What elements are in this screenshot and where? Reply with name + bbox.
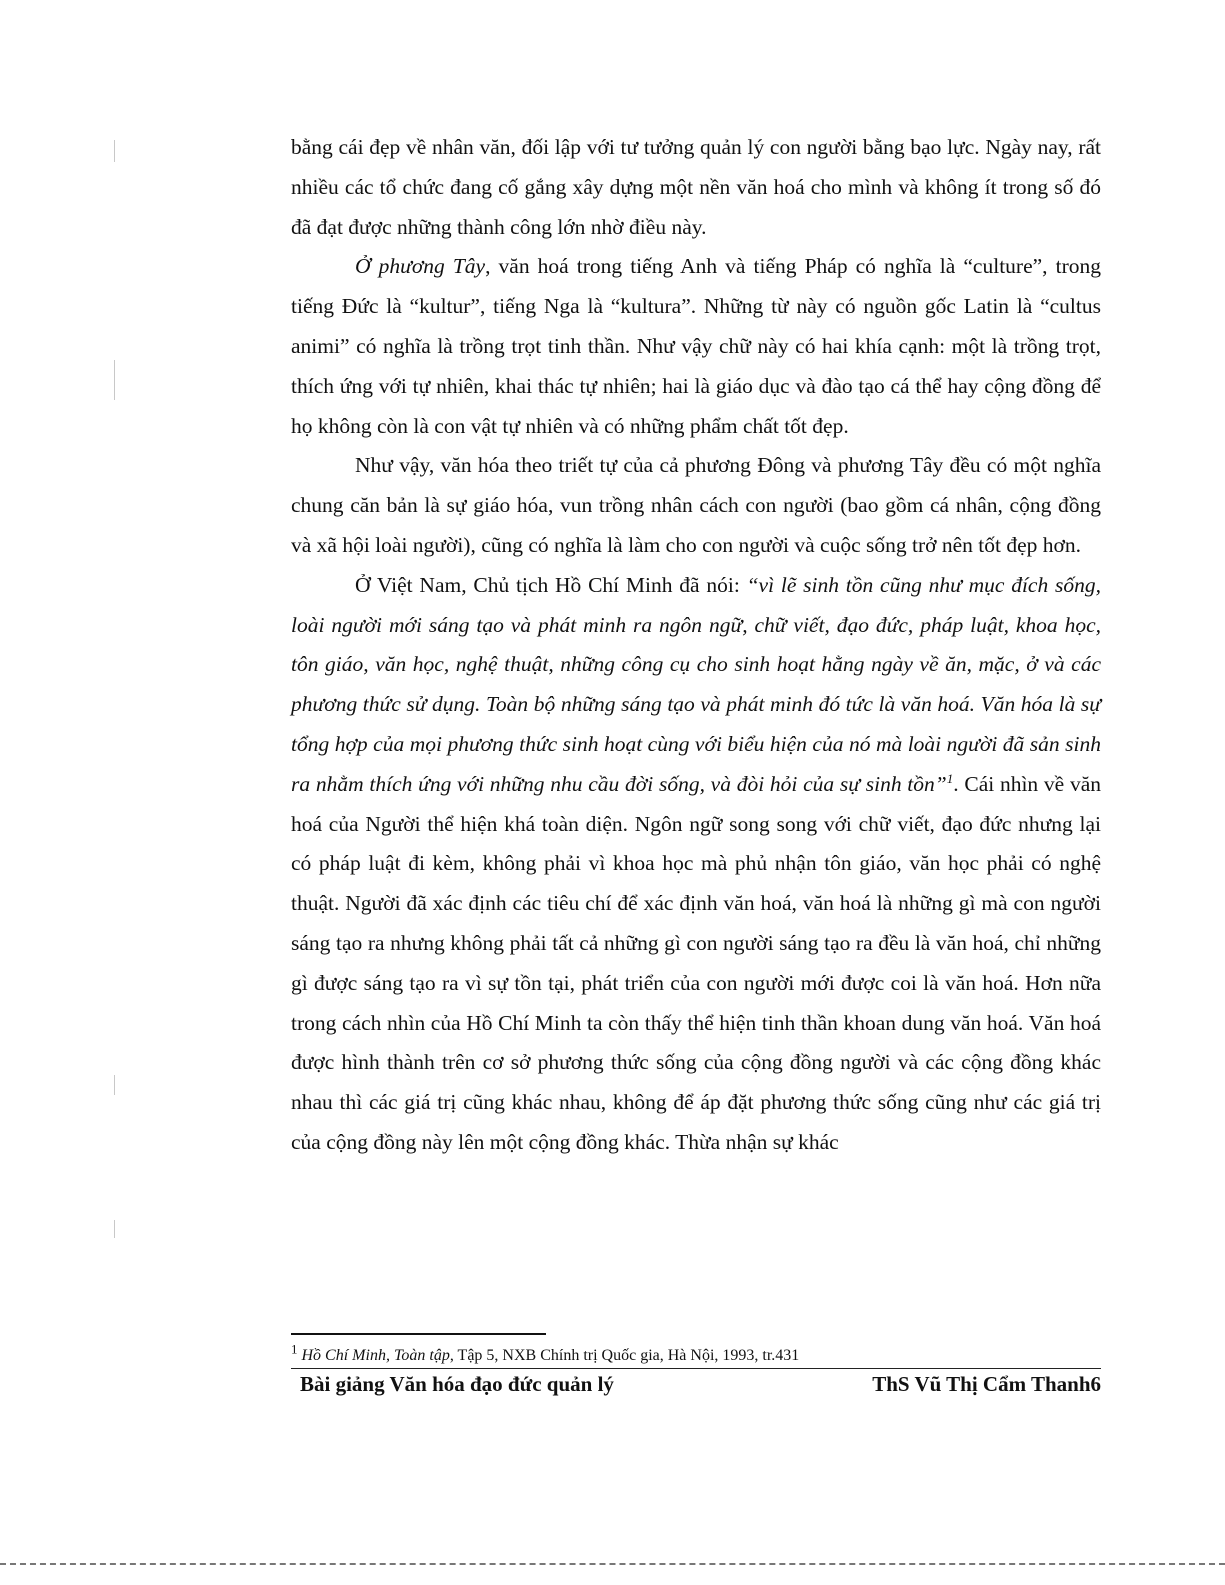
- footnote-reference: 1: [946, 770, 954, 786]
- paragraph-4-text: . Cái nhìn về văn hoá của Người thể hiện khá toàn diện. Ngôn ngữ song song với chữ viết, đạo đức nhưng lại có pháp luật đi kèm, không phải vì khoa học mà phủ nhận tôn giáo, văn học phải có nghệ thuật. Người đã xác định các tiêu chí để xác định văn hoá, văn hoá là những gì mà con người sáng tạo ra nhưng không phải tất cả những gì con người sáng tạo ra đều là văn hoá, chỉ những gì được sáng tạo ra vì sự tồn tại, phát triển của con người mới được coi là văn hoá. Hơn nữa trong cách nhìn của Hồ Chí Minh ta còn thấy thể hiện tinh thần khoan dung văn hoá. Văn hoá được hình thành trên cơ sở phương thức sống của cộng đồng người và các cộng đồng khác nhau thì các giá trị cũng khác nhau, không để áp đặt phương thức sống cũng như các giá trị của cộng đồng này lên một cộng đồng khác. Thừa nhận sự khác: [291, 771, 1101, 1154]
- footer-author-page: ThS Vũ Thị Cẩm Thanh6: [872, 1372, 1101, 1396]
- scan-artifact: [114, 1220, 115, 1238]
- paragraph-3: Như vậy, văn hóa theo triết tự của cả phương Đông và phương Tây đều có một nghĩa chung căn bản là sự giáo hóa, vun trồng nhân cách con người (bao gồm cá nhân, cộng đồng và xã hội loài người), cũng có nghĩa là làm cho con người và cuộc sống trở nên tốt đẹp hơn.: [291, 453, 1101, 557]
- footnote-source-title: Hồ Chí Minh, Toàn tập: [301, 1347, 450, 1364]
- footnote: [291, 1341, 1111, 1366]
- scan-artifact: [114, 360, 115, 400]
- footer-rule: [291, 1368, 1101, 1369]
- footnote-number: 1: [291, 1341, 298, 1357]
- paragraph-2-text: , văn hoá trong tiếng Anh và tiếng Pháp có nghĩa là “culture”, trong tiếng Đức là “kultur”, tiếng Nga là “kultura”. Những từ này có nguồn gốc Latin là “cultus animi” có nghĩa là trồng trọt tinh thần. Như vậy chữ này có hai khía cạnh: một là trồng trọt, thích ứng với tự nhiên, khai thác tự nhiên; hai là giáo dục và đào tạo cá thể hay cộng đồng để họ không còn là con vật tự nhiên và có những phẩm chất tốt đẹp.: [291, 254, 1101, 438]
- page-footer: [300, 1372, 1101, 1397]
- scan-artifact: [114, 140, 115, 162]
- ho-chi-minh-quote: “vì lẽ sinh tồn cũng như mục đích sống, loài người mới sáng tạo và phát minh ra ngôn ngữ, chữ viết, đạo đức, pháp luật, khoa học, tôn giáo, văn học, nghệ thuật, những công cụ cho sinh hoạt hằng ngày về ăn, mặc, ở và các phương thức sử dụng. Toàn bộ những sáng tạo và phát minh đó tức là văn hoá. Văn hóa là sự tổng hợp của mọi phương thức sinh hoạt cùng với biểu hiện của nó mà loài người đã sản sinh ra nhằm thích ứng với những nhu cầu đời sống, và đòi hỏi của sự sinh tồn”: [291, 572, 1101, 796]
- footnote-separator: [291, 1333, 546, 1335]
- scan-edge-line: [0, 1563, 1225, 1565]
- paragraph-1: bằng cái đẹp về nhân văn, đối lập với tư tưởng quản lý con người bằng bạo lực. Ngày nay, rất nhiều các tổ chức đang cố gắng xây dựng một nền văn hoá cho mình và không ít trong số đó đã đạt được những thành công lớn nhờ điều này.: [291, 135, 1101, 239]
- paragraph-4: [291, 566, 1101, 1163]
- paragraph-2: [291, 247, 1101, 446]
- paragraph-2-lead: Ở phương Tây: [355, 254, 486, 279]
- body-text: [291, 128, 1101, 1163]
- footnote-source-details: , Tập 5, NXB Chính trị Quốc gia, Hà Nội, 1993, tr.431: [449, 1347, 800, 1364]
- paragraph-4-lead: Ở Việt Nam, Chủ tịch Hồ Chí Minh đã nói:: [355, 572, 747, 597]
- scan-artifact: [114, 1075, 115, 1095]
- footer-course-title: Bài giảng Văn hóa đạo đức quản lý: [300, 1372, 614, 1396]
